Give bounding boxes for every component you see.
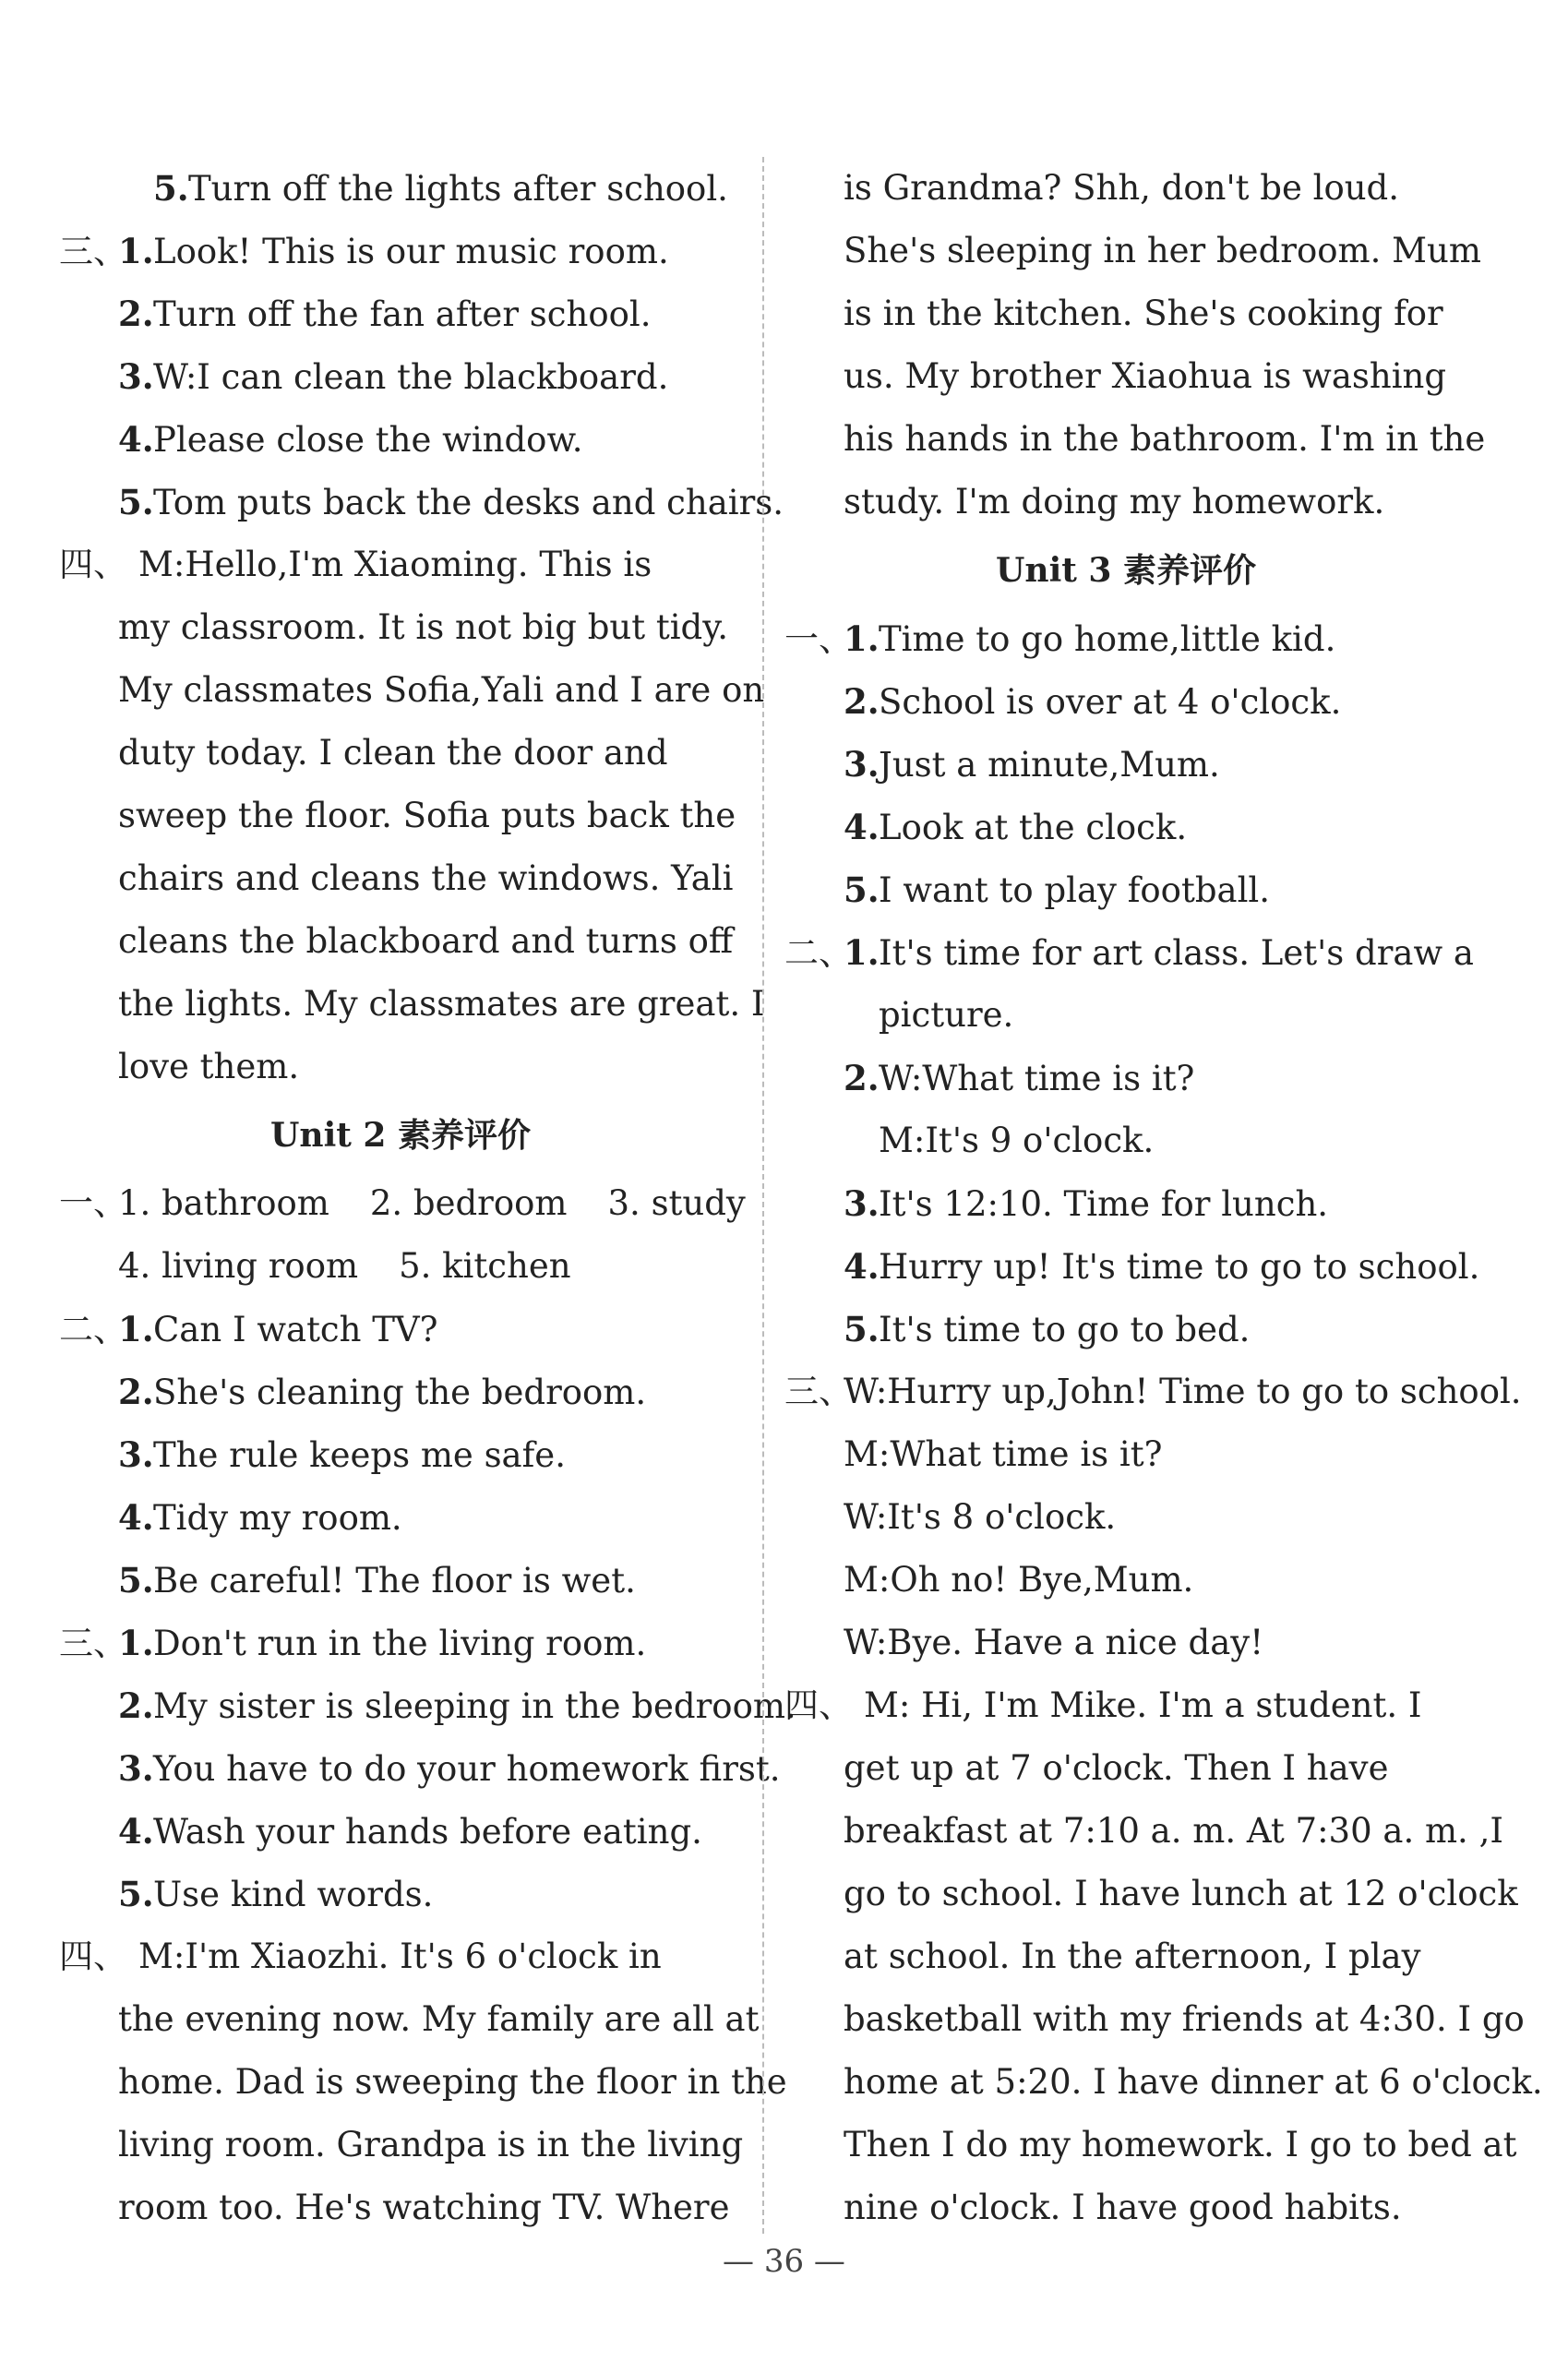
passage-line: home at 5:20. I have dinner at 6 o'clock.: [844, 2062, 1543, 2102]
passage-line: 四、 M:Hello,I'm Xiaoming. This is: [59, 534, 742, 596]
answer-line: 2.School is over at 4 o'clock.: [844, 681, 1342, 722]
answer-line: 3.Just a minute,Mum.: [844, 744, 1220, 785]
passage-line: duty today. I clean the door and: [118, 733, 668, 773]
passage-line: Then I do my homework. I go to bed at: [844, 2125, 1517, 2164]
answer-line: 2.W:What time is it?: [844, 1058, 1195, 1098]
passage-line: breakfast at 7:10 a. m. At 7:30 a. m. ,I: [844, 1811, 1503, 1851]
answer-line: 5.Tom puts back the desks and chairs.: [118, 482, 784, 522]
passage-line: the lights. My classmates are great. I: [118, 984, 765, 1024]
section-label: 一、: [59, 1183, 127, 1223]
passage-line: room too. He's watching TV. Where: [118, 2188, 730, 2227]
answer-line: 5.It's time to go to bed.: [844, 1309, 1251, 1349]
answer-line: 2.Turn off the fan after school.: [118, 294, 652, 334]
answer-line: 5.Be careful! The floor is wet.: [118, 1560, 636, 1601]
section-label: 二、: [784, 933, 853, 973]
dialog-line: W:Bye. Have a nice day!: [844, 1623, 1264, 1662]
section-label: 三、: [59, 1624, 127, 1663]
answer-line: 4.Hurry up! It's time to go to school.: [844, 1246, 1480, 1287]
answer-line: 5.Turn off the lights after school.: [153, 168, 728, 209]
answer-line: 3.It's 12:10. Time for lunch.: [844, 1183, 1329, 1224]
answer-line: 2.She's cleaning the bedroom.: [118, 1372, 647, 1412]
passage-line: cleans the blackboard and turns off: [118, 921, 734, 961]
page-number: — 36 —: [723, 2243, 845, 2280]
passage-line: She's sleeping in her bedroom. Mum: [844, 231, 1481, 270]
answer-line: 二、1.It's time for art class. Let's draw a: [784, 921, 1467, 984]
passage-line: is Grandma? Shh, don't be loud.: [844, 168, 1399, 208]
section-label: 四、: [59, 1936, 127, 1976]
passage-line: basketball with my friends at 4:30. I go: [844, 1999, 1525, 2039]
dialog-line: M:What time is it?: [844, 1434, 1163, 1474]
right-column: [784, 157, 1543, 2239]
answer-line: picture.: [879, 995, 1014, 1035]
answer-line: 二、1.Can I watch TV?: [59, 1298, 742, 1361]
passage-line: go to school. I have lunch at 12 o'clock: [844, 1874, 1518, 1913]
passage-line: chairs and cleans the windows. Yali: [118, 858, 734, 898]
unit-3-heading: Unit 3 素养评价: [996, 551, 1256, 590]
section-label: 二、: [59, 1310, 127, 1349]
section-label: 四、: [784, 1685, 853, 1725]
answer-line: 4. living room 5. kitchen: [118, 1246, 571, 1286]
dialog-line: M:Oh no! Bye,Mum.: [844, 1560, 1194, 1600]
answer-line: 一、1.Time to go home,little kid.: [784, 607, 1467, 670]
answer-line: 3.W:I can clean the blackboard.: [118, 356, 669, 397]
answer-line: 4.Tidy my room.: [118, 1497, 402, 1538]
section-label: 四、: [59, 545, 127, 584]
passage-line: home. Dad is sweeping the floor in the: [118, 2062, 787, 2102]
passage-line: 四、 M:I'm Xiaozhi. It's 6 o'clock in: [59, 1925, 742, 1988]
unit-2-heading: Unit 2 素养评价: [270, 1116, 531, 1155]
answer-line: 一、1. bathroom 2. bedroom 3. study: [59, 1172, 742, 1235]
passage-line: sweep the floor. Sofia puts back the: [118, 796, 736, 835]
section-label: 一、: [784, 619, 853, 659]
answer-line: 5.Use kind words.: [118, 1874, 434, 1914]
answer-line: M:It's 9 o'clock.: [879, 1121, 1155, 1160]
answer-line: 三、1.Don't run in the living room.: [59, 1612, 742, 1674]
passage-line: nine o'clock. I have good habits.: [844, 2188, 1402, 2227]
answer-line: 三、1.Look! This is our music room.: [59, 220, 742, 282]
passage-line: study. I'm doing my homework.: [844, 482, 1385, 522]
left-column: [59, 157, 796, 2239]
answer-line: 5.I want to play football.: [844, 869, 1271, 910]
passage-line: 四、 M: Hi, I'm Mike. I'm a student. I: [784, 1674, 1467, 1737]
section-label: 三、: [784, 1372, 853, 1411]
answer-line: 2.My sister is sleeping in the bedroom.: [118, 1685, 796, 1726]
passage-line: the evening now. My family are all at: [118, 1999, 760, 2039]
passage-line: is in the kitchen. She's cooking for: [844, 294, 1443, 333]
answer-line: 4.Wash your hands before eating.: [118, 1811, 702, 1852]
answer-line: 3.The rule keeps me safe.: [118, 1434, 566, 1475]
column-divider: [762, 157, 764, 2234]
answer-line: 4.Look at the clock.: [844, 807, 1188, 847]
dialog-line: W:It's 8 o'clock.: [844, 1497, 1117, 1537]
answer-line: 3.You have to do your homework first.: [118, 1748, 781, 1789]
passage-line: my classroom. It is not big but tidy.: [118, 607, 728, 647]
dialog-line: 三、W:Hurry up,John! Time to go to school.: [784, 1361, 1467, 1423]
passage-line: his hands in the bathroom. I'm in the: [844, 419, 1486, 459]
passage-line: at school. In the afternoon, I play: [844, 1936, 1421, 1976]
passage-line: living room. Grandpa is in the living: [118, 2125, 744, 2164]
passage-line: My classmates Sofia,Yali and I are on: [118, 670, 765, 710]
passage-line: us. My brother Xiaohua is washing: [844, 356, 1447, 396]
section-label: 三、: [59, 232, 127, 271]
passage-line: get up at 7 o'clock. Then I have: [844, 1748, 1389, 1788]
passage-line: love them.: [118, 1047, 300, 1086]
answer-line: 4.Please close the window.: [118, 419, 583, 460]
